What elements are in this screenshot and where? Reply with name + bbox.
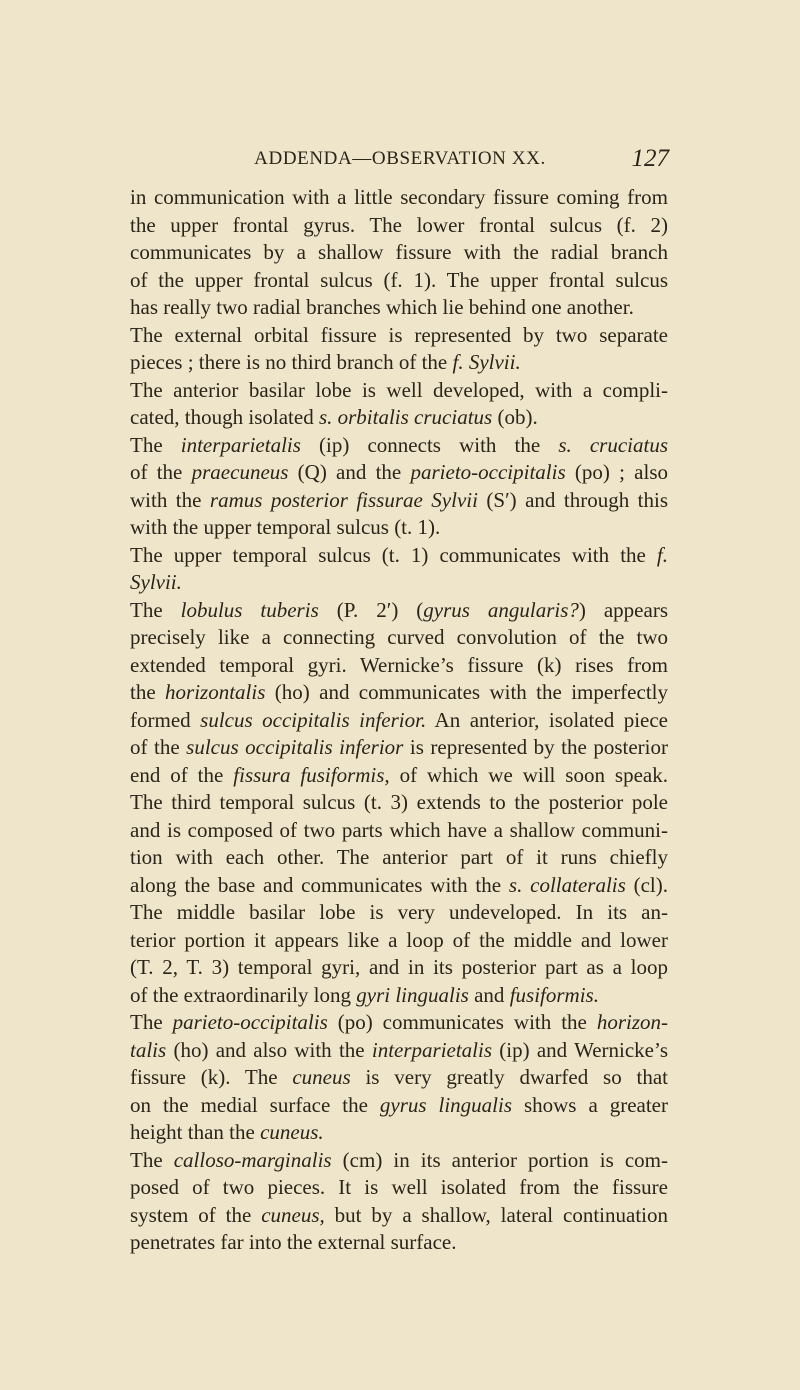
- text-line: [130, 652, 668, 680]
- text-line: [130, 1229, 668, 1257]
- text-line: [130, 1009, 668, 1037]
- text-run: height than the: [130, 1120, 261, 1144]
- text-run: (P. 2′) (: [318, 597, 424, 622]
- text-run: (ip) connects with the: [300, 432, 559, 457]
- text-run: (cl).: [625, 872, 668, 897]
- italic-term: fissura fusiformis,: [233, 762, 390, 787]
- text-run: of which we will soon speak.: [389, 762, 668, 787]
- text-line: [130, 707, 668, 735]
- text-run: but by a shallow, lateral continuation: [324, 1202, 669, 1227]
- text-run: the: [130, 680, 166, 704]
- text-line: [130, 1174, 668, 1202]
- text-line: [130, 184, 668, 212]
- text-run: The: [130, 1010, 173, 1034]
- text-line: [130, 322, 668, 350]
- text-run: shows a greater: [512, 1092, 668, 1117]
- text-run: the upper frontal gyrus. The lower frontal sulcus (f. 2): [130, 212, 668, 237]
- italic-term: lobulus tuberis: [180, 597, 319, 622]
- text-run: cated, though isolated: [130, 405, 319, 429]
- text-run: (po) ; also: [565, 460, 668, 484]
- italic-term: gyrus angularis?: [423, 597, 579, 622]
- text-line: [130, 1147, 668, 1175]
- text-line: [130, 1037, 668, 1065]
- italic-term: Sylvii.: [130, 570, 182, 594]
- text-run: The anterior basilar lobe is well developed, with a compli-: [130, 377, 668, 402]
- italic-term: interparietalis: [371, 1037, 493, 1062]
- text-line: [130, 267, 668, 295]
- text-run: (po) communicates with the: [327, 1010, 597, 1034]
- text-line: [130, 212, 668, 240]
- text-run: fissure (k). The: [130, 1065, 293, 1089]
- italic-term: sulcus occipitalis inferior: [186, 735, 404, 759]
- text-run: pieces ; there is no third branch of the: [130, 350, 453, 374]
- italic-term: s. orbitalis cruciatus: [318, 405, 493, 429]
- running-head: [0, 145, 800, 174]
- text-run: The external orbital fissure is represented by two separate: [130, 322, 668, 347]
- text-run: with the upper temporal sulcus (t. 1).: [130, 515, 441, 539]
- text-run: penetrates far into the external surface.: [130, 1230, 457, 1254]
- italic-term: gyrus lingualis: [379, 1092, 513, 1117]
- text-line: [130, 817, 668, 845]
- text-line: [130, 899, 668, 927]
- text-line: [130, 927, 668, 955]
- text-line: [130, 1202, 668, 1230]
- italic-term: praecuneus: [191, 460, 289, 484]
- text-line: [130, 1064, 668, 1092]
- text-run: with the: [130, 487, 210, 512]
- text-run: is represented by the posterior: [403, 735, 668, 759]
- text-line: [130, 844, 668, 872]
- text-run: end of the: [130, 762, 234, 787]
- text-run: The third temporal sulcus (t. 3) extends to the posterior pole: [130, 790, 668, 814]
- text-line: [130, 954, 668, 982]
- text-run: ) appears: [578, 597, 668, 622]
- text-run: communicates by a shallow fissure with the radial branch: [130, 240, 668, 264]
- text-run: The middle basilar lobe is very undeveloped. In its an-: [130, 900, 668, 924]
- italic-term: cuneus: [292, 1065, 351, 1089]
- italic-term: gyri lingualis: [356, 982, 469, 1007]
- text-line: [130, 569, 668, 597]
- text-run: (cm) in its anterior portion is com-: [331, 1147, 668, 1172]
- italic-term: f. Sylvii.: [452, 350, 521, 374]
- text-run: The: [130, 1147, 174, 1172]
- text-run: of the: [130, 460, 192, 484]
- text-line: [130, 294, 668, 322]
- text-run: An anterior, isolated piece: [426, 707, 668, 732]
- text-run: on the medial surface the: [130, 1092, 380, 1117]
- text-run: The: [130, 597, 181, 622]
- text-line: [130, 459, 668, 487]
- text-line: [130, 239, 668, 267]
- text-run: posed of two pieces. It is well isolated from the fissure: [130, 1175, 668, 1199]
- italic-term: calloso-marginalis: [173, 1147, 332, 1172]
- italic-term: parieto-occipitalis: [172, 1010, 328, 1034]
- text-run: (S′) and through this: [477, 487, 668, 512]
- italic-term: ramus posterior fissurae Sylvii: [209, 487, 478, 512]
- text-run: (T. 2, T. 3) temporal gyri, and in its posterior part as a loop: [130, 955, 668, 979]
- text-run: has really two radial branches which lie behind one another.: [130, 295, 634, 319]
- italic-term: horizontalis: [165, 680, 266, 704]
- text-run: terior portion it appears like a loop of the middle and lower: [130, 927, 668, 952]
- text-line: [130, 1119, 668, 1147]
- text-line: [130, 597, 668, 625]
- text-run: and is composed of two parts which have a shallow communi-: [130, 817, 668, 842]
- text-run: system of the: [130, 1202, 262, 1227]
- text-line: [130, 377, 668, 405]
- italic-term: s. collateralis: [508, 872, 626, 897]
- text-line: [130, 679, 668, 707]
- italic-term: cuneus,: [261, 1202, 325, 1227]
- text-run: extended temporal gyri. Wernicke’s fissure (k) rises from: [130, 652, 668, 677]
- text-run: (ho) and also with the: [166, 1037, 372, 1062]
- text-run: in communication with a little secondary fissure coming from: [130, 185, 668, 209]
- text-line: [130, 1092, 668, 1120]
- text-run: precisely like a connecting curved convolution of the two: [130, 625, 668, 649]
- running-head-title: ADDENDA—OBSERVATION XX.: [254, 148, 546, 169]
- text-run: is very greatly dwarfed so that: [350, 1065, 668, 1089]
- text-run: of the extraordinarily long: [130, 982, 357, 1007]
- text-run: The: [130, 432, 181, 457]
- text-run: (Q) and the: [288, 460, 411, 484]
- text-line: [130, 514, 668, 542]
- body-text: [130, 184, 668, 1257]
- text-line: [130, 872, 668, 900]
- italic-term: interparietalis: [180, 432, 301, 457]
- text-run: (ob).: [492, 405, 538, 429]
- italic-term: s. cruciatus: [558, 432, 669, 457]
- text-line: [130, 624, 668, 652]
- text-run: The upper temporal sulcus (t. 1) communicates with the: [130, 542, 657, 567]
- text-line: [130, 734, 668, 762]
- italic-term: talis: [130, 1037, 167, 1062]
- text-run: formed: [130, 707, 201, 732]
- italic-term: horizon-: [596, 1010, 668, 1034]
- text-line: [130, 762, 668, 790]
- text-run: tion with each other. The anterior part of it runs chiefly: [130, 845, 668, 869]
- text-run: and: [468, 982, 510, 1007]
- text-line: [130, 789, 668, 817]
- text-line: [130, 487, 668, 515]
- page-number: 127: [631, 145, 669, 172]
- text-run: (ho) and communicates with the imperfectly: [265, 680, 668, 704]
- text-line: [130, 982, 668, 1010]
- italic-term: cuneus.: [260, 1120, 324, 1144]
- italic-term: f.: [656, 542, 668, 567]
- text-line: [130, 542, 668, 570]
- text-line: [130, 349, 668, 377]
- text-run: of the: [130, 735, 187, 759]
- italic-term: fusiformis.: [509, 982, 599, 1007]
- text-line: [130, 432, 668, 460]
- text-line: [130, 404, 668, 432]
- text-run: (ip) and Wernicke’s: [492, 1037, 669, 1062]
- text-run: along the base and communicates with the: [130, 872, 509, 897]
- italic-term: sulcus occipitalis inferior.: [200, 707, 427, 732]
- italic-term: parieto-occipitalis: [410, 460, 566, 484]
- text-run: of the upper frontal sulcus (f. 1). The upper frontal sulcus: [130, 267, 668, 292]
